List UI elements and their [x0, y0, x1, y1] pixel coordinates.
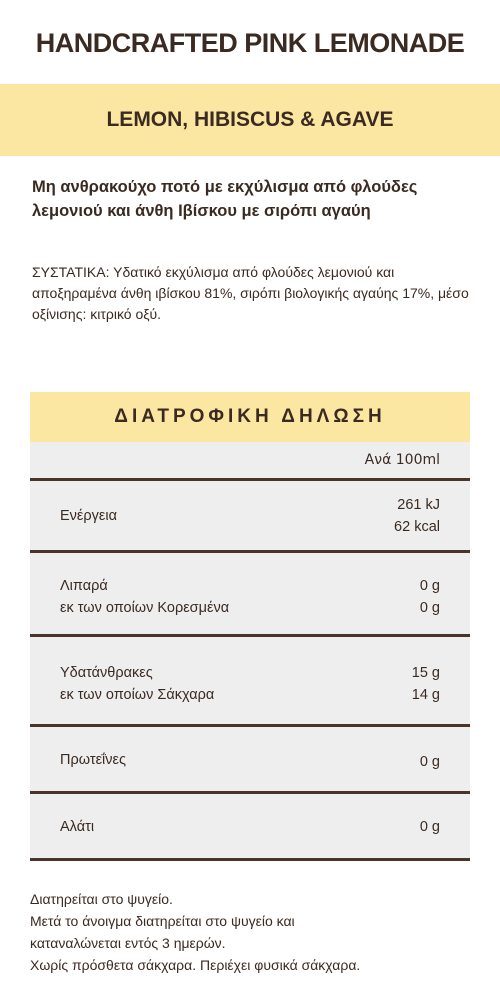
row-value: 261 kJ — [397, 497, 440, 513]
product-title: HANDCRAFTED PINK LEMONADE — [35, 28, 465, 58]
nutrition-table — [30, 392, 470, 861]
nutrition-heading: ΔΙΑΤΡΟΦΙΚΗ ΔΗΛΩΣΗ — [30, 392, 470, 442]
product-subtitle: LEMON, HIBISCUS & AGAVE — [106, 108, 394, 131]
row-label: Ενέργεια — [60, 508, 117, 524]
row-value: 0 g — [419, 754, 440, 770]
row-label: εκ των οποίων Σάκχαρα — [60, 687, 215, 703]
row-value: 62 kcal — [394, 519, 440, 535]
storage-note-line: Διατηρείται στο ψυγείο. — [30, 891, 173, 907]
product-description: Μη ανθρακούχο ποτό με εκχύλισμα από φλούδες λεμονιού και άνθη Ιβίσκου με σιρόπι αγαύη — [32, 178, 418, 220]
nutrition-row-fat — [30, 553, 470, 637]
ingredients-text: ΣΥΣΤΑΤΙΚΑ: Υδατικό εκχύλισμα από φλούδες λεμονιού και αποξηραμένα άνθη ιβίσκου 81%, σιρόπι βιολογικής αγαύης 17%, μέσο οξίνισης: κιτρικό οξύ. — [32, 264, 469, 322]
storage-note-line: Μετά το άνοιγμα διατηρείται στο ψυγείο και — [30, 913, 295, 929]
row-label: Λιπαρά — [60, 578, 108, 594]
nutrition-row-protein — [30, 727, 470, 794]
row-label: Πρωτεΐνες — [60, 752, 126, 768]
row-value: 14 g — [411, 687, 440, 703]
sugar-note-line: Χωρίς πρόσθετα σάκχαρα. Περιέχει φυσικά σάκχαρα. — [30, 957, 361, 973]
row-value: 0 g — [419, 600, 440, 616]
row-label: εκ των οποίων Κορεσμένα — [60, 600, 230, 616]
row-value: 0 g — [419, 578, 440, 594]
subtitle-band — [0, 84, 500, 156]
storage-note-line: καταναλώνεται εντός 3 ημερών. — [30, 935, 226, 951]
storage-notes — [30, 888, 470, 976]
nutrition-row-salt — [30, 794, 470, 861]
per-100ml-label: Ανά 100ml — [30, 442, 470, 481]
row-value: 15 g — [411, 665, 440, 681]
row-label: Υδατάνθρακες — [60, 665, 153, 681]
nutrition-row-energy — [30, 481, 470, 553]
row-label: Αλάτι — [60, 819, 95, 835]
nutrition-row-carbs — [30, 637, 470, 727]
row-value: 0 g — [419, 819, 440, 835]
